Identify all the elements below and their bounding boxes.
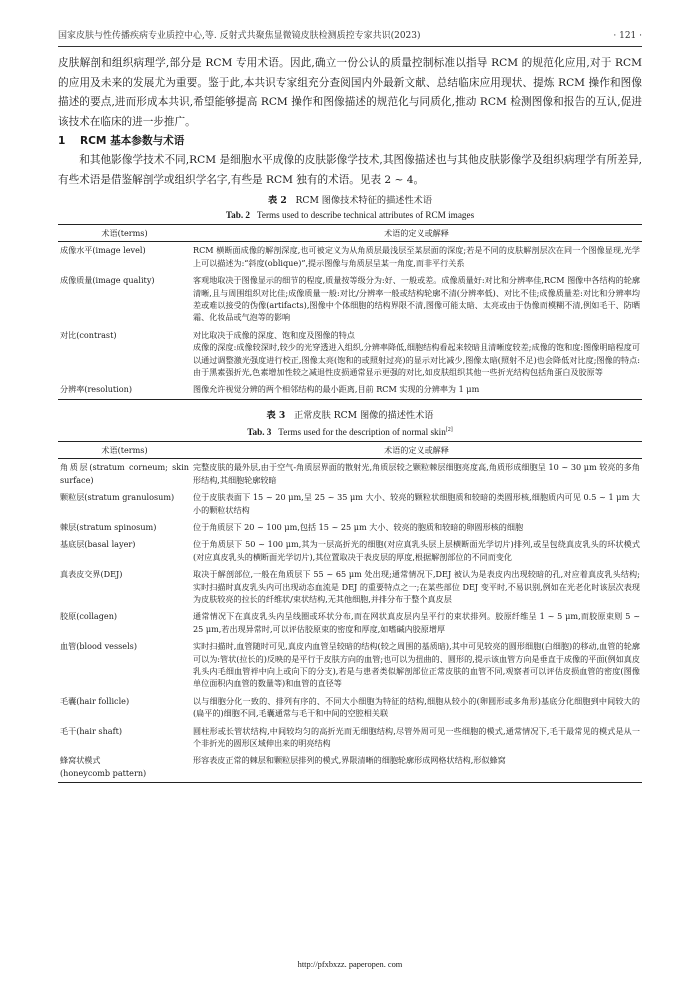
footer-url: http://pfxbxzz. paperopen. com	[297, 960, 403, 969]
page-body	[58, 54, 642, 783]
header-rule	[58, 46, 642, 47]
table2-caption	[58, 194, 642, 208]
definition-cell: 形容表皮正常的棘层和颗粒层排列的模式,界限清晰的细胞轮廓形成网格状结构,形似蜂窝	[191, 752, 642, 782]
term-cell: 成像质量(image quality)	[60, 275, 155, 286]
table-row	[58, 752, 642, 782]
table-row	[58, 272, 642, 327]
table2-caption-en-text: Terms used to describe technical attributes of RCM images	[256, 210, 475, 220]
definition-cell: 圆柱形或长管状结构,中间较均匀的高折光而无细胞结构,尽管外周可见一些细胞的模式,通常情况下,毛干最常见的模式是从一个非折光的圆形区域伸出来的明亮结构	[193, 725, 640, 749]
definition-cell: 位于角质层下 20 ~ 100 μm,包括 15 ~ 25 μm 大小、较亮的胞质和较暗的卵圆形核的细胞	[193, 521, 524, 532]
page-number: · 121 ·	[613, 31, 642, 41]
table-row	[58, 566, 642, 608]
definition-cell: 图像允许视觉分辨的两个相邻结构的最小距离,目前 RCM 实现的分辨率为 1 μm	[191, 381, 642, 399]
table-row	[58, 489, 642, 519]
definition-cell: 实时扫描时,血管随时可见,真皮内血管呈较暗的结构(较之周围的基质暗),其中可见较亮的圆形细胞(白细胞)的移动,血管的轮廓可以为:管状(拉长的)反映的是平行于皮肤方向的血管;也可以为扭曲的、圆形的,提示该血管方向是垂直于成像的平面(例如真皮乳头内毛细血管袢中向上或向下的分支),若是与患者类似解剖部位正常皮肤的血管不同,观察者可以评估皮损血管的密度(图像单位面积内血管的数量等)和血管的直径等	[193, 641, 640, 689]
table-row	[58, 693, 642, 723]
table2-header-definition: 术语的定义或解释	[191, 225, 642, 242]
table-row	[58, 638, 642, 693]
definition-cell: RCM 横断面成像的解剖深度,也可被定义为从角质层最浅层至某层面的深度;若是不同的皮肤解剖层次在同一个图像显现,光学上可以描述为:“斜度(oblique)”,提示图像与角质层呈某一角度,而非平行关系	[193, 245, 640, 268]
table-row	[58, 242, 642, 272]
intro-paragraph: 皮肤解剖和组织病理学,部分是 RCM 专用术语。因此,确立一份公认的质量控制标准以指导 RCM 的规范化应用,对于 RCM 的应用及未来的发展尤为重要。鉴于此,本共识专家组充分查阅国内外最新文献、总结临床应用现状、提炼 RCM 操作和图像描述的要点,进而形成本共识,希望能够提高 RCM 操作和图像描述的规范化与同质化,推动 RCM 检测图像和报告的互认,促进该技术在临床的进一步推广。	[58, 57, 642, 128]
table-row	[58, 519, 642, 536]
table3-citation: [2]	[445, 426, 453, 433]
definition-cell: 以与细胞分化一致的、排列有序的、不同大小细胞为特征的结构,细胞从较小的(卵圆形或多角形)基底分化细胞到中间较大的(扁平的)细胞不同,毛囊通常与毛干和中间的空腔相关联	[193, 695, 640, 719]
table3-caption-en-prefix: Tab. 3	[247, 426, 272, 437]
definition-cell: 客观地取决于图像显示的细节的程度,质量按等级分为:好、一般或差。成像质量好:对比和分辨率佳,RCM 图像中各结构的轮廓清晰,且与周围组织对比佳;成像质量一般:对比/分辨率一般或结构轮廓不清(分辨率低)、对比不佳;成像质量差:对比和分辨率均差或难以接受的伪像(artifacts),图像中个体细胞的结构界限不清,图像可能太暗、太亮或由于伪像而模糊不清,例如毛干、防晒霜、化妆品或气泡等的影响	[193, 275, 640, 323]
definition-cell: 位于皮肤表面下 15 ~ 20 μm,呈 25 ~ 35 μm 大小、较亮的颗粒状细胞质和较暗的类圆形核,细胞质内可见 0.5 ~ 1 μm 大小的颗粒状结构	[193, 492, 640, 515]
term-cell: 基底层(basal layer)	[60, 539, 136, 550]
table3-caption-en-text: Terms used for the description of normal skin	[278, 426, 446, 437]
table2-caption-text: RCM 图像技术特征的描述性术语	[295, 195, 433, 206]
term-cell: 分辨率(resolution)	[58, 381, 191, 399]
term-cell: 棘层(stratum spinosum)	[60, 521, 157, 532]
table2-caption-prefix: 表 2	[267, 195, 287, 206]
term-cell: 血管(blood vessels)	[60, 641, 137, 652]
term-cell: 颗粒层(stratum granulosum)	[60, 492, 175, 503]
term-cell: 对比(contrast)	[60, 329, 117, 340]
running-title: 国家皮肤与性传播疾病专业质控中心,等. 反射式共聚焦显微镜皮肤检测质控专家共识(2023)	[58, 31, 421, 41]
section-number: 1	[58, 135, 66, 147]
section-heading	[58, 132, 642, 151]
table3	[58, 441, 642, 783]
term-cell: 蜂窝状模式 (honeycomb pattern)	[58, 752, 191, 782]
table3-caption-text: 正常皮肤 RCM 图像的描述性术语	[294, 409, 434, 421]
definition-cell: 取决于解剖部位,一般在角质层下 55 ~ 65 μm 处出现;通常情况下,DEJ 被认为是表皮内出现较暗的孔,对应着真皮乳头结构;实时扫描时真皮乳头内可出现动态血流是 DEJ 的重要特点之一;在某些部位 DEJ 变平时,不易识别,例如在光老化时该层次表现为皮肤较亮的拉长的纤维状/束状结构,无其他细胞,并排分布于整个真皮层	[193, 569, 640, 604]
table3-header-definition: 术语的定义或解释	[191, 441, 642, 458]
table-row	[58, 608, 642, 638]
term-cell: 胶原(collagen)	[60, 611, 118, 622]
term-cell: 毛囊(hair follicle)	[60, 695, 130, 706]
table-row	[58, 327, 642, 382]
table3-caption-en	[58, 423, 642, 439]
table-row	[58, 459, 642, 489]
section-paragraph: 和其他影像学技术不同,RCM 是细胞水平成像的皮肤影像学技术,其图像描述也与其他皮肤影像学及组织病理学有所差异,有些术语是借鉴解剖学或组织学名字,有些是 RCM 独有的术语。见表 2 ~ 4。	[58, 154, 642, 186]
term-cell: 角质层(stratum corneum; skin surface)	[60, 462, 189, 485]
definition-cell: 位于角质层下 50 ~ 100 μm,其为一层高折光的细胞(对应真乳头层上层横断面光学切片)排列,或呈包绕真皮乳头的环状模式(对应真皮乳头的横断面光学切片),其位置取决于表皮层的厚度,根据解剖部位的不同而变化	[193, 539, 640, 562]
table-row	[58, 723, 642, 753]
table-row	[58, 381, 642, 399]
running-header	[58, 28, 642, 44]
definition-cell: 对比取决于成像的深度、饱和度及图像的特点 成像的深度:成像较深时,较少的光穿透进入组织,分辨率降低,细胞结构看起来较暗且清晰度较差;成像的饱和度:图像明暗程度可以通过调整激光强度进行校正,图像太亮(饱和的或照射过亮)的显示对比减少,图像太暗(照射不足)也会降低对比度;图像的特点:由于黑素强折光,色素增加性较之减退性皮损通常显示更强的对比,如皮肤组织其他一些折光结构包括角蛋白及胶原等	[193, 329, 640, 378]
table2-caption-en-prefix: Tab. 2	[225, 210, 251, 220]
table3-caption	[58, 409, 642, 423]
term-cell: 毛干(hair shaft)	[60, 725, 123, 736]
table2	[58, 224, 642, 400]
table3-header-term: 术语(terms)	[58, 441, 191, 458]
table2-caption-en	[58, 208, 642, 222]
table3-caption-prefix: 表 3	[266, 409, 286, 421]
definition-cell: 通常情况下在真皮乳头内呈线圈或环状分布,而在网状真皮层内呈平行的束状排列。胶原纤维呈 1 ~ 5 μm,而胶原束则 5 ~ 25 μm,若出现异常时,可以评估胶原束的密度和厚度,如嗜碱内胶原增厚	[193, 611, 640, 634]
term-cell: 成像水平(image level)	[60, 245, 146, 256]
table2-header-term: 术语(terms)	[58, 225, 191, 242]
term-cell: 真表皮交界(DEJ)	[60, 569, 123, 580]
definition-cell: 完整皮肤的最外层,由于空气-角质层界面的散射光,角质层较之颗粒棘层细胞亮度高,角质形成细胞呈 10 ~ 30 μm 较亮的多角形结构,其细胞轮廓较暗	[193, 462, 640, 485]
table-row	[58, 536, 642, 566]
section-title: RCM 基本参数与术语	[80, 135, 185, 147]
